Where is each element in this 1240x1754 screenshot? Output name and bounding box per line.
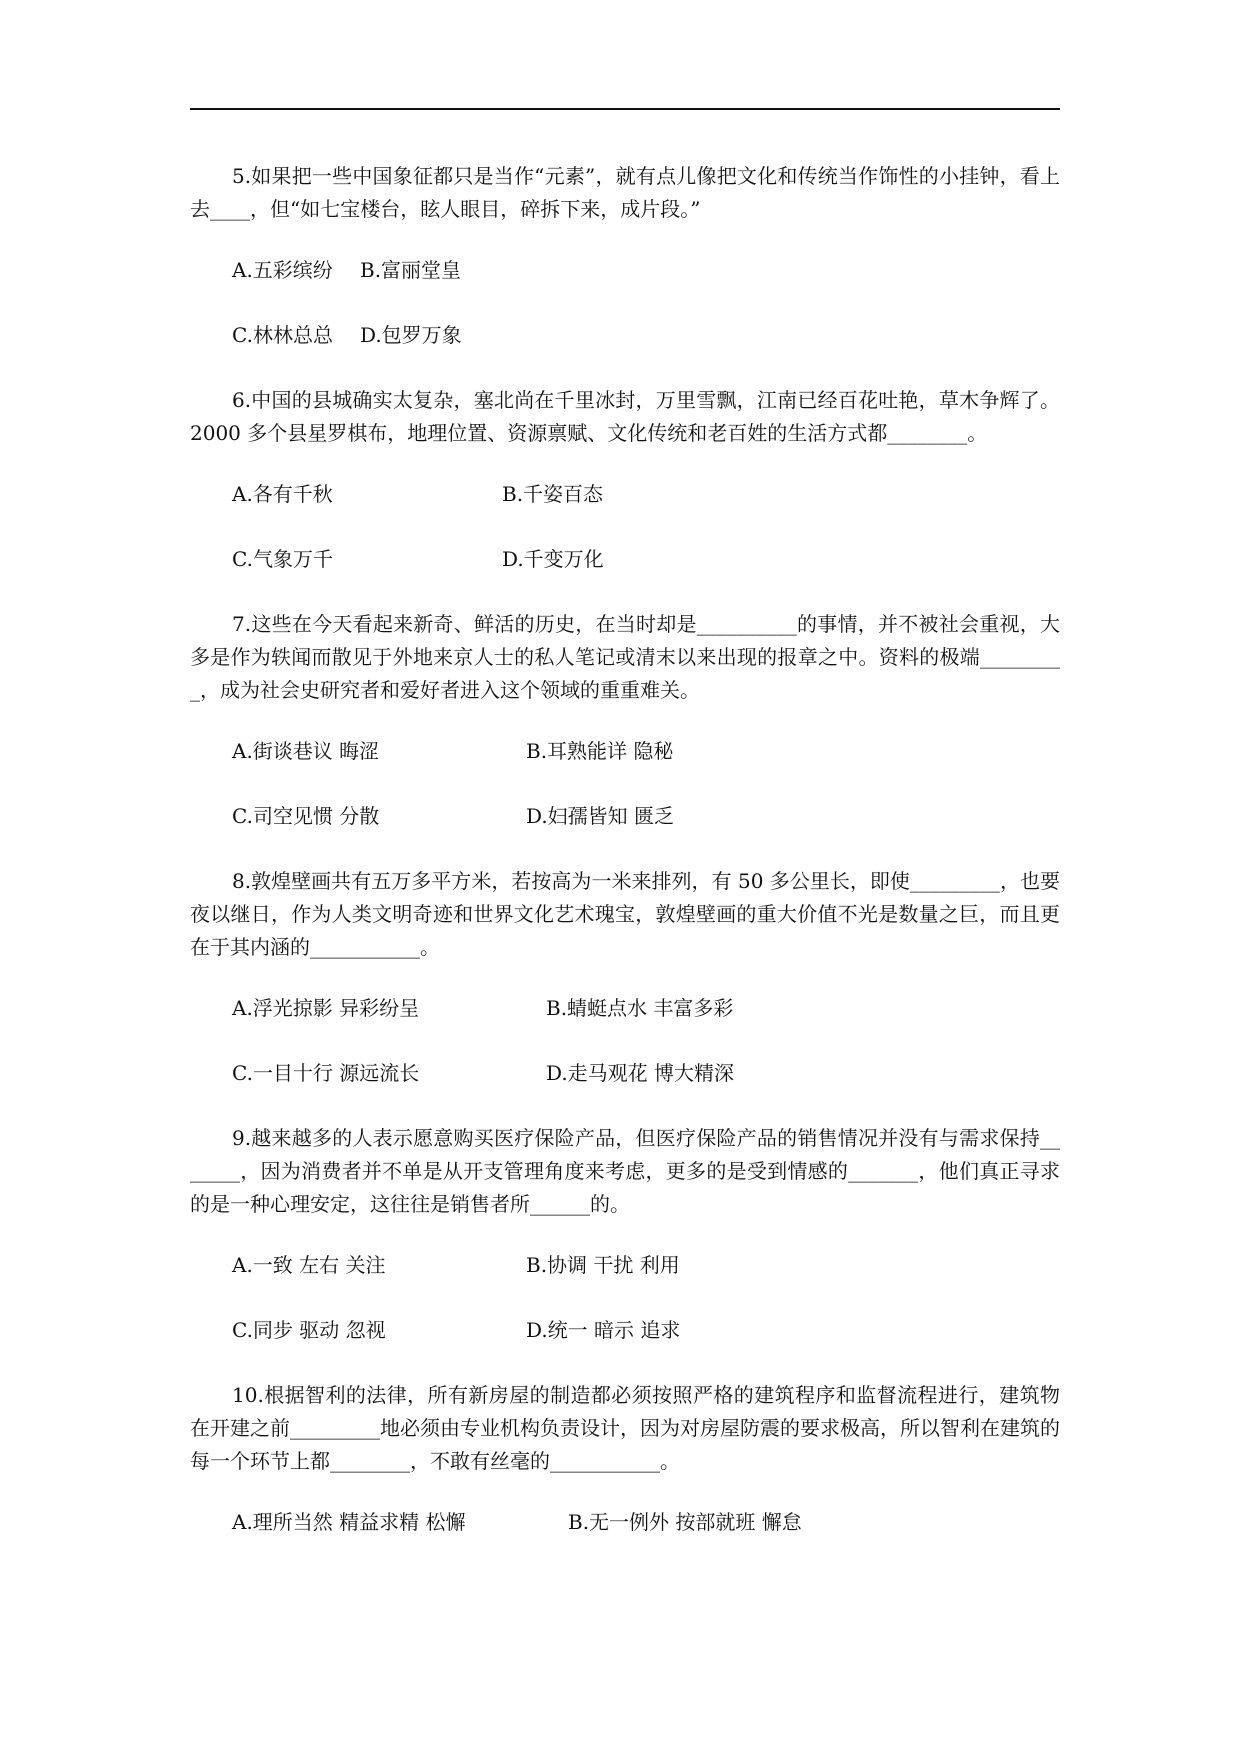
- question-stem: 9.越来越多的人表示愿意购买医疗保险产品，但医疗保险产品的销售情况并没有与需求保持_______，因为消费者并不单是从开支管理角度来考虑，更多的是受到情感的_______，他们真正寻求的是一种心理安定，这往往是销售者所______的。: [190, 1126, 1060, 1216]
- option-a: A.浮光掠影 异彩纷呈: [232, 996, 420, 1020]
- option-a: A.理所当然 精益求精 松懈: [232, 1510, 466, 1534]
- option-d: D.统一 暗示 追求: [526, 1318, 681, 1342]
- option-c: C.气象万千: [232, 547, 333, 571]
- option-a: A.五彩缤纷: [232, 258, 333, 282]
- option-row: [190, 800, 1060, 833]
- option-row: [190, 735, 1060, 768]
- option-b: B.千姿百态: [502, 482, 604, 506]
- option-c: C.一目十行 源远流长: [232, 1061, 420, 1085]
- question-stem: 7.这些在今天看起来新奇、鲜活的历史，在当时却是__________的事情，并不被社会重视，大多是作为轶闻而散见于外地来京人士的私人笔记或清末以来出现的报章之中。资料的极端_________，成为社会史研究者和爱好者进入这个领域的重重难关。: [190, 612, 1060, 702]
- option-d: D.走马观花 博大精深: [546, 1061, 735, 1085]
- question-stem: 10.根据智利的法律，所有新房屋的制造都必须按照严格的建筑程序和监督流程进行，建筑物在开建之前_________地必须由专业机构负责设计，因为对房屋防震的要求极高，所以智利在建筑的每一个环节上都________，不敢有丝毫的___________。: [190, 1383, 1060, 1473]
- option-row: [190, 1506, 1060, 1539]
- option-a: A.一致 左右 关注: [232, 1253, 386, 1277]
- question-8: [190, 865, 1060, 1090]
- option-row: [190, 1057, 1060, 1090]
- option-b: B.蜻蜓点水 丰富多彩: [546, 996, 734, 1020]
- option-d: D.包罗万象: [360, 323, 462, 347]
- option-b: B.耳熟能详 隐秘: [526, 739, 674, 763]
- question-7: [190, 608, 1060, 833]
- question-6: [190, 384, 1060, 576]
- option-d: D.妇孺皆知 匮乏: [526, 804, 675, 828]
- option-row: [190, 319, 1060, 352]
- option-row: [190, 543, 1060, 576]
- option-b: B.无一例外 按部就班 懈怠: [568, 1510, 802, 1534]
- option-c: C.林林总总: [232, 323, 333, 347]
- option-row: [190, 254, 1060, 287]
- option-a: A.各有千秋: [232, 482, 333, 506]
- question-10: [190, 1379, 1060, 1539]
- option-c: C.同步 驱动 忽视: [232, 1318, 386, 1342]
- option-row: [190, 992, 1060, 1025]
- question-9: [190, 1122, 1060, 1347]
- option-a: A.街谈巷议 晦涩: [232, 739, 380, 763]
- option-row: [190, 478, 1060, 511]
- option-row: [190, 1314, 1060, 1347]
- question-5: [190, 160, 1060, 352]
- question-stem: 6.中国的县城确实太复杂，塞北尚在千里冰封，万里雪飘，江南已经百花吐艳，草木争辉了。2000 多个县星罗棋布，地理位置、资源禀赋、文化传统和老百姓的生活方式都________。: [190, 388, 1060, 445]
- option-row: [190, 1249, 1060, 1282]
- option-b: B.协调 干扰 利用: [526, 1253, 680, 1277]
- question-list: [190, 160, 1060, 1571]
- option-d: D.千变万化: [502, 547, 604, 571]
- option-b: B.富丽堂皇: [360, 258, 462, 282]
- option-c: C.司空见惯 分散: [232, 804, 380, 828]
- question-stem: 5.如果把一些中国象征都只是当作“元素”，就有点儿像把文化和传统当作饰性的小挂钟，看上去____，但“如七宝楼台，眩人眼目，碎拆下来，成片段。”: [190, 164, 1060, 221]
- header-rule: [190, 108, 1060, 110]
- question-stem: 8.敦煌壁画共有五万多平方米，若按高为一米来排列，有 50 多公里长，即使_________，也要夜以继日，作为人类文明奇迹和世界文化艺术瑰宝，敦煌壁画的重大价值不光是数量之巨，而且更在于其内涵的___________。: [190, 869, 1060, 959]
